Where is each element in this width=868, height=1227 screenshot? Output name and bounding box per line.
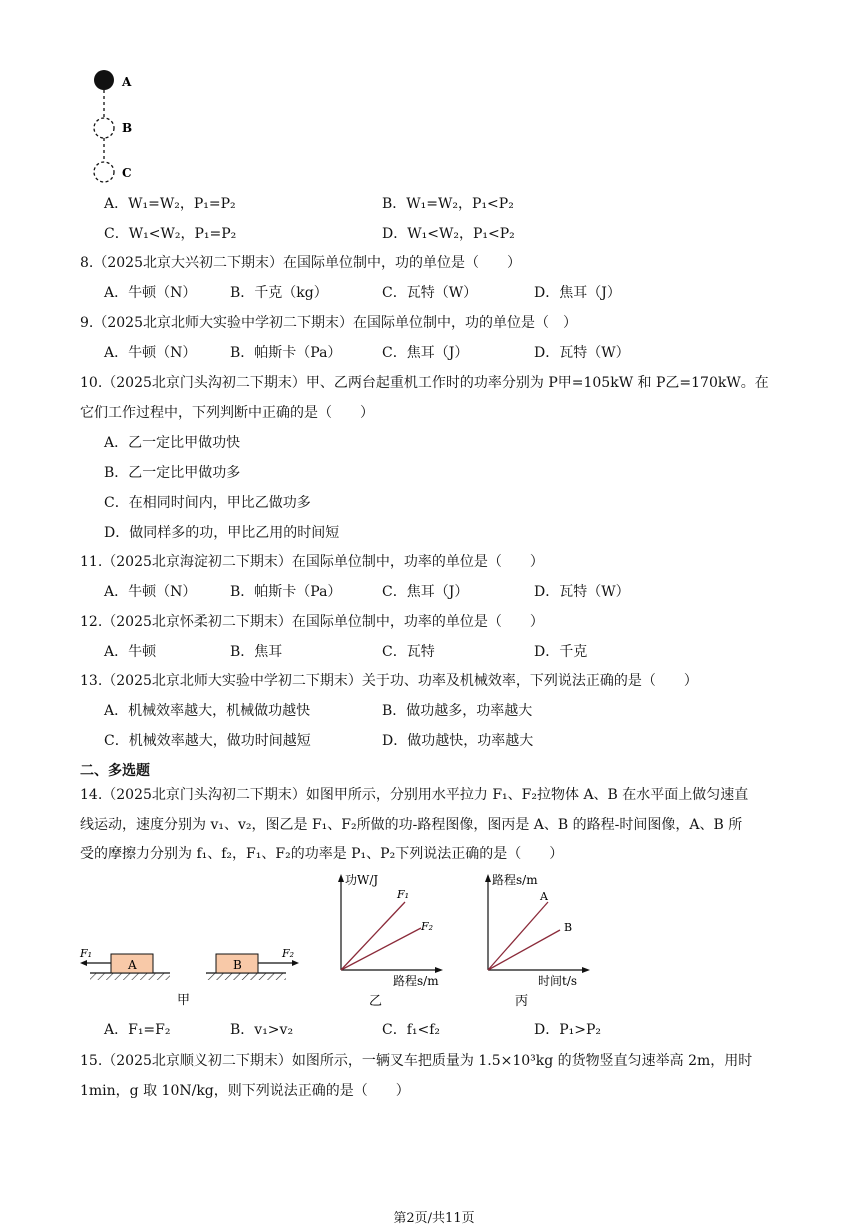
q11-option-a: A．牛顿（N）: [104, 584, 197, 600]
page-footer: 第2页/共11页: [393, 1211, 475, 1226]
ball-b: [94, 118, 114, 138]
q9-stem: 9.（2025北京北师大实验中学初二下期末）在国际单位制中，功的单位是（ ）: [80, 315, 577, 331]
figure-yi-caption: 乙: [369, 994, 383, 1009]
q7-option-c: C．W₁<W₂，P₁=P₂: [104, 226, 237, 242]
bing-line-b-label: B: [564, 921, 573, 934]
bing-line-b: [488, 930, 560, 970]
label-b: B: [122, 121, 133, 135]
q12-option-a: A．牛顿: [104, 644, 157, 660]
ball-drop-figure: [85, 62, 145, 192]
q13-option-b: B．做功越多，功率越大: [382, 703, 533, 719]
q15-stem-line2: 1min，g 取 10N/kg，则下列说法正确的是（ ）: [80, 1083, 410, 1099]
bing-line-a-label: A: [540, 890, 548, 903]
q13-option-c: C．机械效率越大，做功时间越短: [104, 733, 311, 749]
q14-option-b: B．v₁>v₂: [230, 1022, 294, 1038]
yi-line-f2-label: F₂: [421, 920, 434, 933]
figure-jia-caption: 甲: [177, 993, 191, 1008]
q11-option-b: B．帕斯卡（Pa）: [230, 584, 342, 600]
q8-stem: 8.（2025北京大兴初二下期末）在国际单位制中，功的单位是（ ）: [80, 255, 521, 271]
q12-option-c: C．瓦特: [382, 644, 435, 660]
figure-bing-distance-time-chart: [472, 868, 602, 1010]
yi-line-f1: [341, 902, 405, 970]
figure-bing-caption: 丙: [515, 994, 529, 1009]
q9-option-d: D．瓦特（W）: [534, 345, 630, 361]
label-a: A: [122, 75, 132, 89]
q11-option-c: C．焦耳（J）: [382, 584, 469, 600]
q10-option-c: C．在相同时间内，甲比乙做功多: [104, 495, 311, 511]
figure-yi-work-distance-chart: [325, 868, 455, 1010]
q14-option-a: A．F₁=F₂: [104, 1022, 171, 1038]
q10-option-a: A．乙一定比甲做功快: [104, 435, 241, 451]
q11-option-d: D．瓦特（W）: [534, 584, 630, 600]
q9-option-a: A．牛顿（N）: [104, 345, 197, 361]
q14-option-c: C．f₁<f₂: [382, 1022, 441, 1038]
f2-label: F₂: [282, 947, 295, 960]
label-c: C: [122, 166, 132, 180]
q8-option-a: A．牛顿（N）: [104, 285, 197, 301]
bing-xlabel: 时间t/s: [538, 974, 578, 988]
q13-stem: 13.（2025北京北师大实验中学初二下期末）关于功、功率及机械效率，下列说法正确的是（ ）: [80, 673, 698, 689]
figure-jia-blocks: [78, 940, 318, 1012]
q12-option-b: B．焦耳: [230, 644, 283, 660]
q12-option-d: D．千克: [534, 644, 588, 660]
yi-line-f2: [341, 928, 421, 970]
block-a-label: A: [128, 958, 137, 972]
block-b-label: B: [233, 958, 242, 972]
q10-stem-line2: 它们工作过程中，下列判断中正确的是（ ）: [80, 405, 374, 421]
q10-option-b: B．乙一定比甲做功多: [104, 465, 241, 481]
f1-label: F₁: [80, 947, 93, 960]
q14-option-d: D．P₁>P₂: [534, 1022, 602, 1038]
q8-option-d: D．焦耳（J）: [534, 285, 621, 301]
bing-line-a: [488, 902, 548, 970]
q8-option-c: C．瓦特（W）: [382, 285, 478, 301]
q7-option-d: D．W₁<W₂，P₁<P₂: [382, 226, 515, 242]
q8-option-b: B．千克（kg）: [230, 285, 328, 301]
q7-option-b: B．W₁=W₂，P₁<P₂: [382, 196, 514, 212]
q15-stem-line1: 15.（2025北京顺义初二下期末）如图所示，一辆叉车把质量为 1.5×10³kg 的货物竖直匀速举高 2m，用时: [80, 1053, 753, 1069]
q10-option-d: D．做同样多的功，甲比乙用的时间短: [104, 525, 340, 541]
yi-ylabel: 功W/J: [345, 873, 379, 887]
yi-xlabel: 路程s/m: [393, 974, 439, 988]
section-title-multiple-choice: 二、多选题: [80, 763, 150, 779]
q9-option-b: B．帕斯卡（Pa）: [230, 345, 342, 361]
ball-a: [94, 70, 114, 90]
q12-stem: 12.（2025北京怀柔初二下期末）在国际单位制中，功率的单位是（ ）: [80, 614, 544, 630]
q13-option-d: D．做功越快，功率越大: [382, 733, 534, 749]
q7-option-a: A．W₁=W₂，P₁=P₂: [104, 196, 236, 212]
q14-stem-line1: 14.（2025北京门头沟初二下期末）如图甲所示，分别用水平拉力 F₁、F₂拉物体 A、B 在水平面上做匀速直: [80, 787, 749, 803]
bing-ylabel: 路程s/m: [492, 873, 538, 887]
yi-line-f1-label: F₁: [397, 888, 410, 901]
q14-stem-line2: 线运动，速度分别为 v₁、v₂，图乙是 F₁、F₂所做的功-路程图像，图丙是 A、B 的路程-时间图像，A、B 所: [80, 817, 743, 833]
q11-stem: 11.（2025北京海淀初二下期末）在国际单位制中，功率的单位是（ ）: [80, 554, 544, 570]
q14-stem-line3: 受的摩擦力分别为 f₁、f₂，F₁、F₂的功率是 P₁、P₂下列说法正确的是（ ）: [80, 846, 564, 862]
ball-c: [94, 162, 114, 182]
q13-option-a: A．机械效率越大，机械做功越快: [104, 703, 311, 719]
q9-option-c: C．焦耳（J）: [382, 345, 469, 361]
q10-stem-line1: 10.（2025北京门头沟初二下期末）甲、乙两台起重机工作时的功率分别为 P甲=105kW 和 P乙=170kW。在: [80, 375, 769, 391]
